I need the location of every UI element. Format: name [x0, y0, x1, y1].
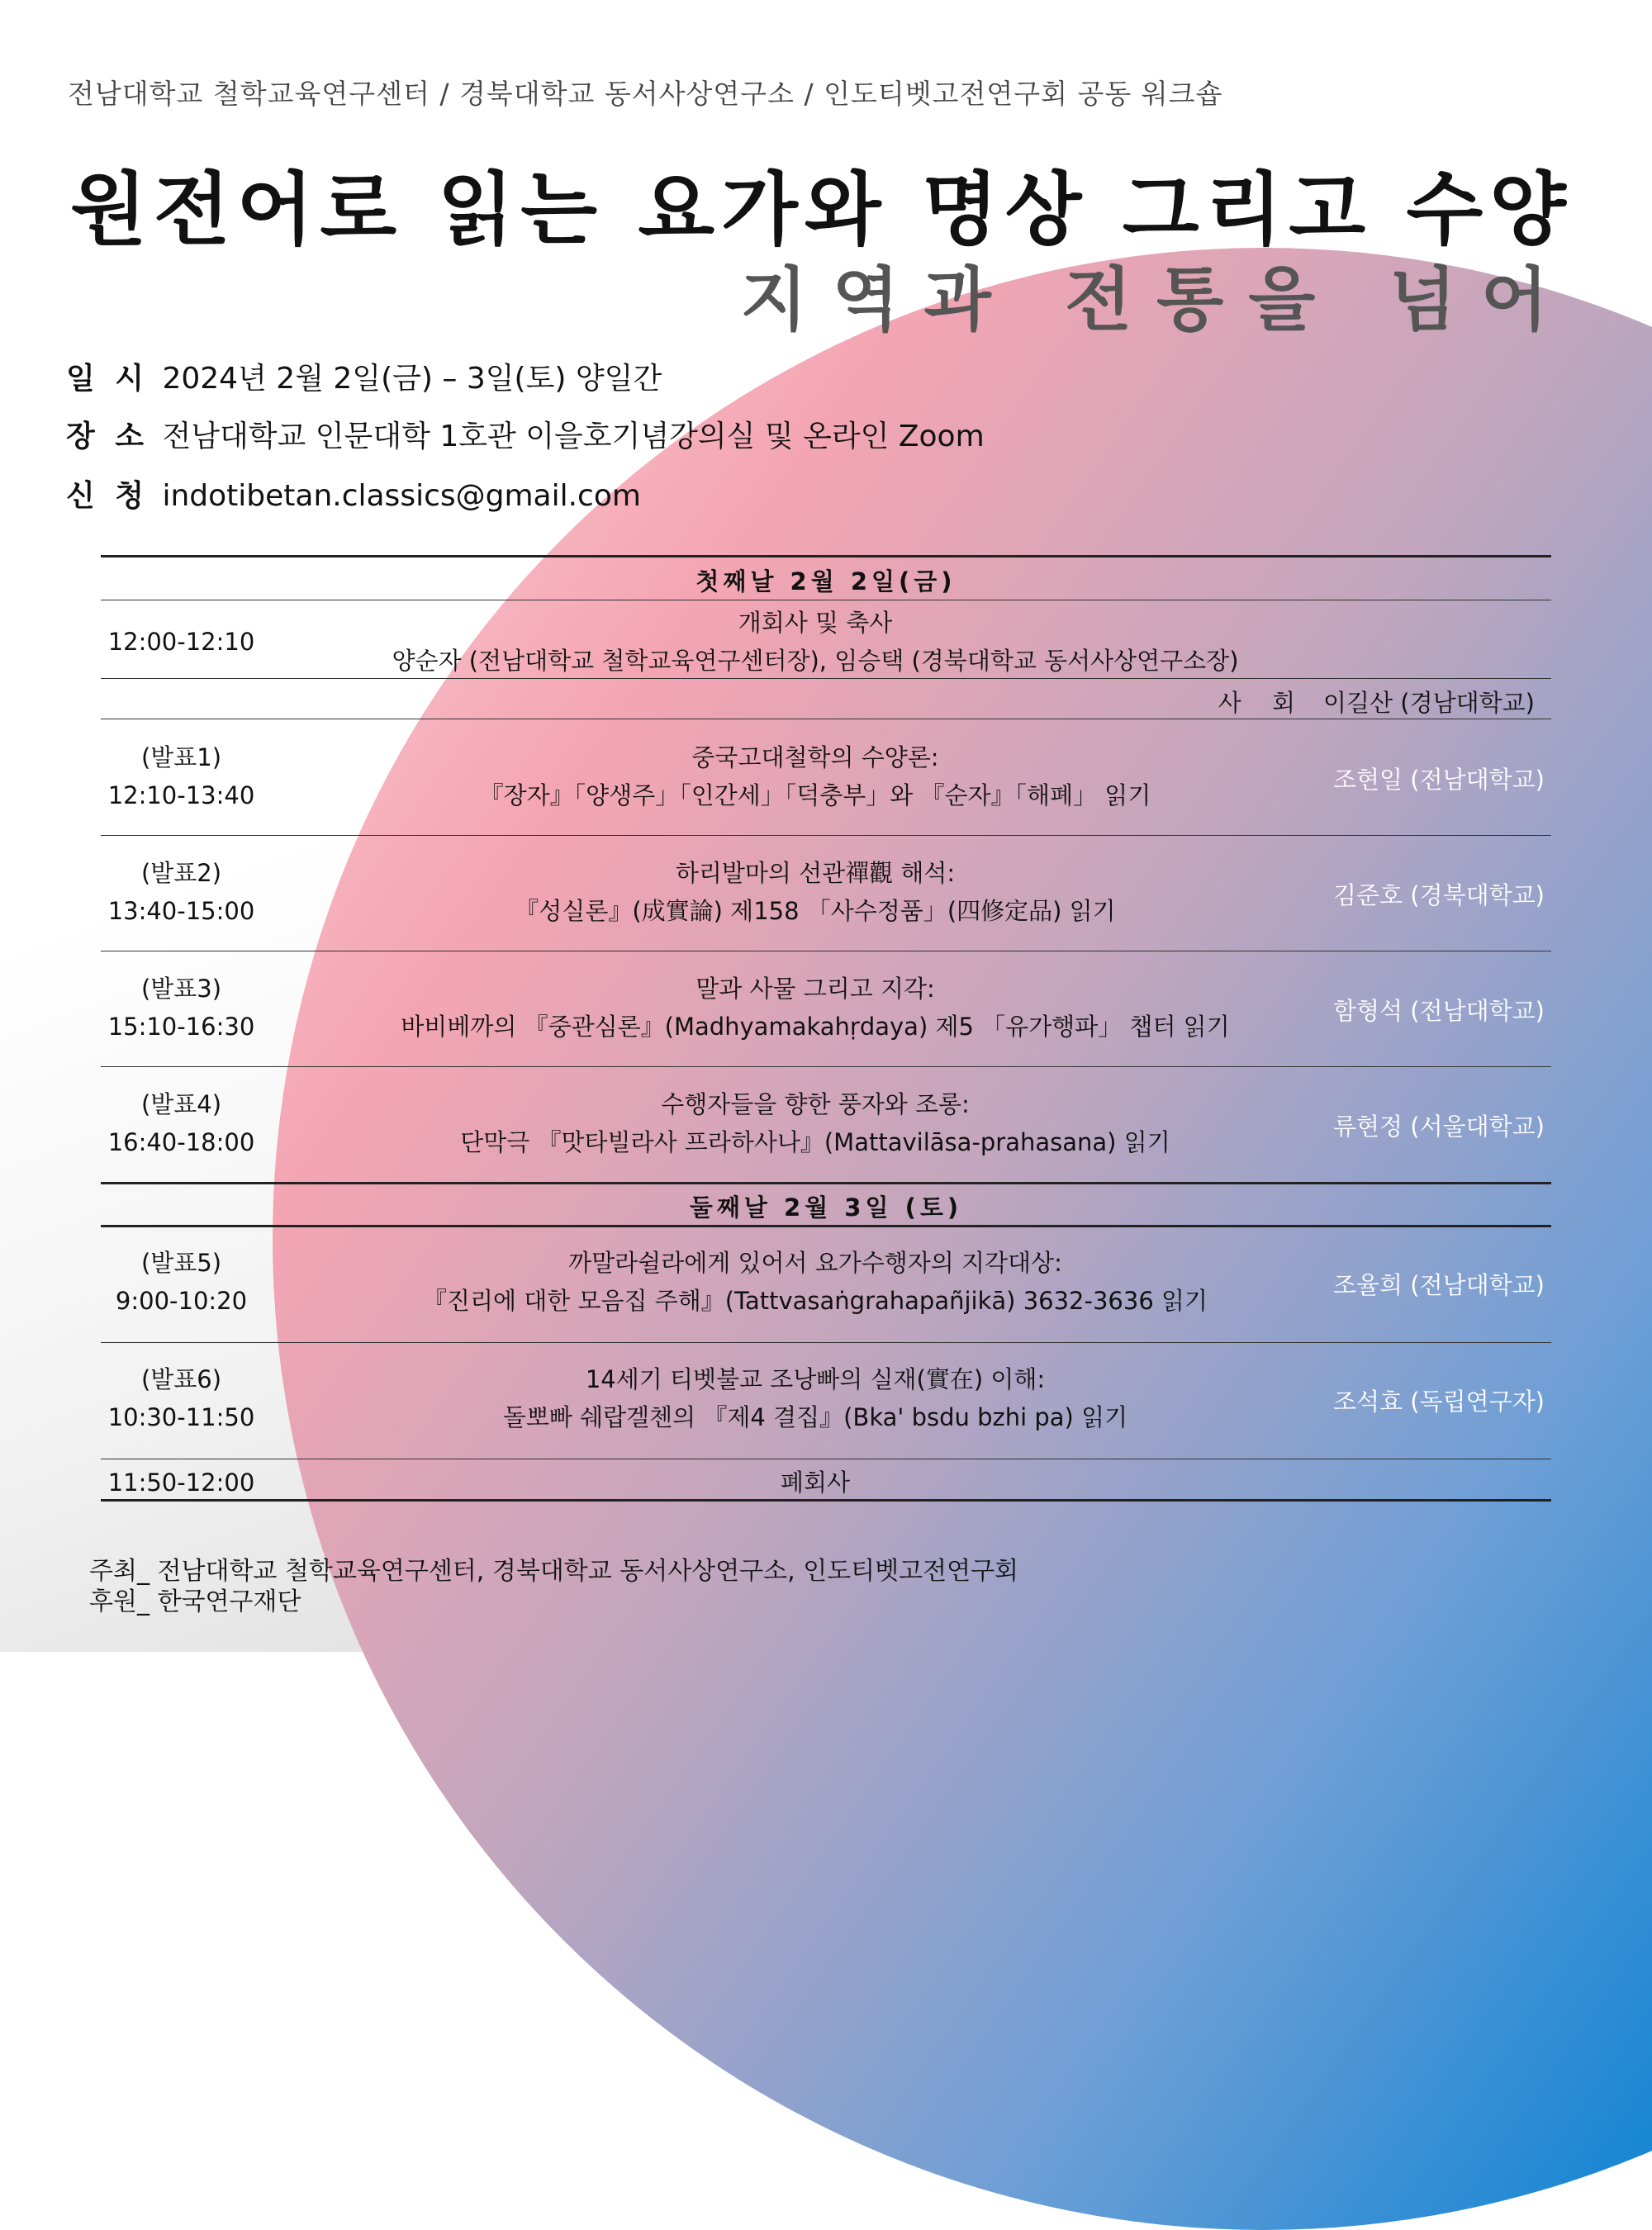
moderator-name: 이길산 (경남대학교) — [1323, 689, 1535, 717]
day1-header: 첫째날 2월 2일(금) — [695, 567, 957, 595]
talk-subtitle: 바비베까의 『중관심론』(Madhyamakahṛdaya) 제5 「유가행파」 챕터 읽기 — [401, 1013, 1230, 1041]
info-date-value: 2024년 2월 2일(금) – 3일(토) 양일간 — [162, 362, 662, 396]
closing-time: 11:50-12:00 — [107, 1468, 255, 1497]
talk-presenter: 조현일 (전남대학교) — [1333, 766, 1545, 794]
info-date-label: 일 시 — [66, 362, 150, 396]
table-rule — [101, 678, 1551, 679]
talk-label: (발표5) — [140, 1249, 222, 1277]
talk-label: (발표4) — [140, 1090, 222, 1118]
moderator-row — [1218, 685, 1535, 719]
talk-time: 15:10-16:30 — [107, 1013, 255, 1041]
talk-title: 수행자들을 향한 풍자와 조롱: — [661, 1090, 970, 1118]
opening-time: 12:00-12:10 — [107, 628, 255, 656]
footer-host: 주최_ 전남대학교 철학교육연구센터, 경북대학교 동서사상연구소, 인도티벳고전연구회 — [89, 1557, 1019, 1586]
talk-time: 10:30-11:50 — [107, 1403, 255, 1431]
talk-title: 중국고대철학의 수양론: — [691, 743, 939, 771]
footer-sponsor: 후원_ 한국연구재단 — [89, 1587, 301, 1616]
info-place-label: 장 소 — [66, 420, 150, 453]
talk-subtitle: 『성실론』(成實論) 제158 「사수정품」(四修定品) 읽기 — [515, 897, 1116, 925]
info-date — [66, 355, 662, 397]
table-rule — [101, 1499, 1551, 1502]
moderator-label: 사 회 — [1218, 689, 1308, 717]
talk-label: (발표3) — [140, 975, 222, 1003]
talk-presenter: 김준호 (경북대학교) — [1333, 881, 1545, 909]
talk-label: (발표2) — [140, 859, 222, 887]
opening-speakers: 양순자 (전남대학교 철학교육연구센터장), 임승택 (경북대학교 동서사상연구소장) — [392, 647, 1239, 675]
info-apply-email[interactable]: indotibetan.classics@gmail.com — [162, 479, 641, 513]
table-rule — [101, 555, 1551, 558]
info-place — [66, 413, 985, 455]
talk-time: 9:00-10:20 — [115, 1287, 248, 1315]
day2-header: 둘째날 2월 3일 (토) — [689, 1193, 963, 1222]
info-apply — [66, 472, 641, 515]
talk-time: 12:10-13:40 — [107, 781, 255, 809]
talk-label: (발표1) — [140, 743, 222, 771]
table-rule — [101, 835, 1551, 836]
organizers-line: 전남대학교 철학교육연구센터 / 경북대학교 동서사상연구소 / 인도티벳고전연구회 공동 워크숍 — [68, 78, 1223, 110]
closing-title: 폐회사 — [780, 1468, 851, 1497]
opening-title: 개회사 및 축사 — [738, 609, 893, 637]
table-rule — [101, 1182, 1551, 1184]
talk-subtitle: 『진리에 대한 모음집 주해』(Tattvasaṅgrahapañjikā) 3632-3636 읽기 — [422, 1287, 1208, 1315]
talk-label: (발표6) — [140, 1365, 222, 1393]
info-place-value: 전남대학교 인문대학 1호관 이을호기념강의실 및 온라인 Zoom — [162, 420, 985, 453]
talk-presenter: 조석효 (독립연구자) — [1333, 1388, 1545, 1416]
talk-subtitle: 『장자』「양생주」「인간세」「덕충부」와 『순자』「해폐」 읽기 — [479, 781, 1151, 809]
talk-subtitle: 돌뽀빠 쉐랍겔첸의 『제4 결집』(Bka' bsdu bzhi pa) 읽기 — [502, 1403, 1128, 1431]
talk-title: 말과 사물 그리고 지각: — [695, 975, 935, 1003]
poster-subtitle: 지역과 전통을 넘어 — [740, 259, 1573, 340]
table-rule — [101, 1066, 1551, 1067]
table-rule — [101, 1342, 1551, 1343]
info-apply-label: 신 청 — [66, 479, 150, 513]
poster-title: 원전어로 읽는 요가와 명상 그리고 수양 — [70, 163, 1573, 256]
talk-title: 까말라쉴라에게 있어서 요가수행자의 지각대상: — [568, 1249, 1062, 1277]
talk-presenter: 함형석 (전남대학교) — [1333, 997, 1545, 1025]
talk-presenter: 조율희 (전남대학교) — [1333, 1271, 1545, 1299]
table-rule — [101, 1225, 1551, 1227]
talk-title: 14세기 티벳불교 조낭빠의 실재(實在) 이해: — [585, 1365, 1046, 1393]
talk-subtitle: 단막극 『맛타빌라사 프라하사나』(Mattavilāsa-prahasana) 읽기 — [460, 1128, 1170, 1156]
talk-title: 하리발마의 선관禪觀 해석: — [675, 859, 956, 887]
talk-time: 16:40-18:00 — [107, 1128, 255, 1156]
talk-time: 13:40-15:00 — [107, 897, 255, 925]
talk-presenter: 류현정 (서울대학교) — [1333, 1113, 1545, 1141]
